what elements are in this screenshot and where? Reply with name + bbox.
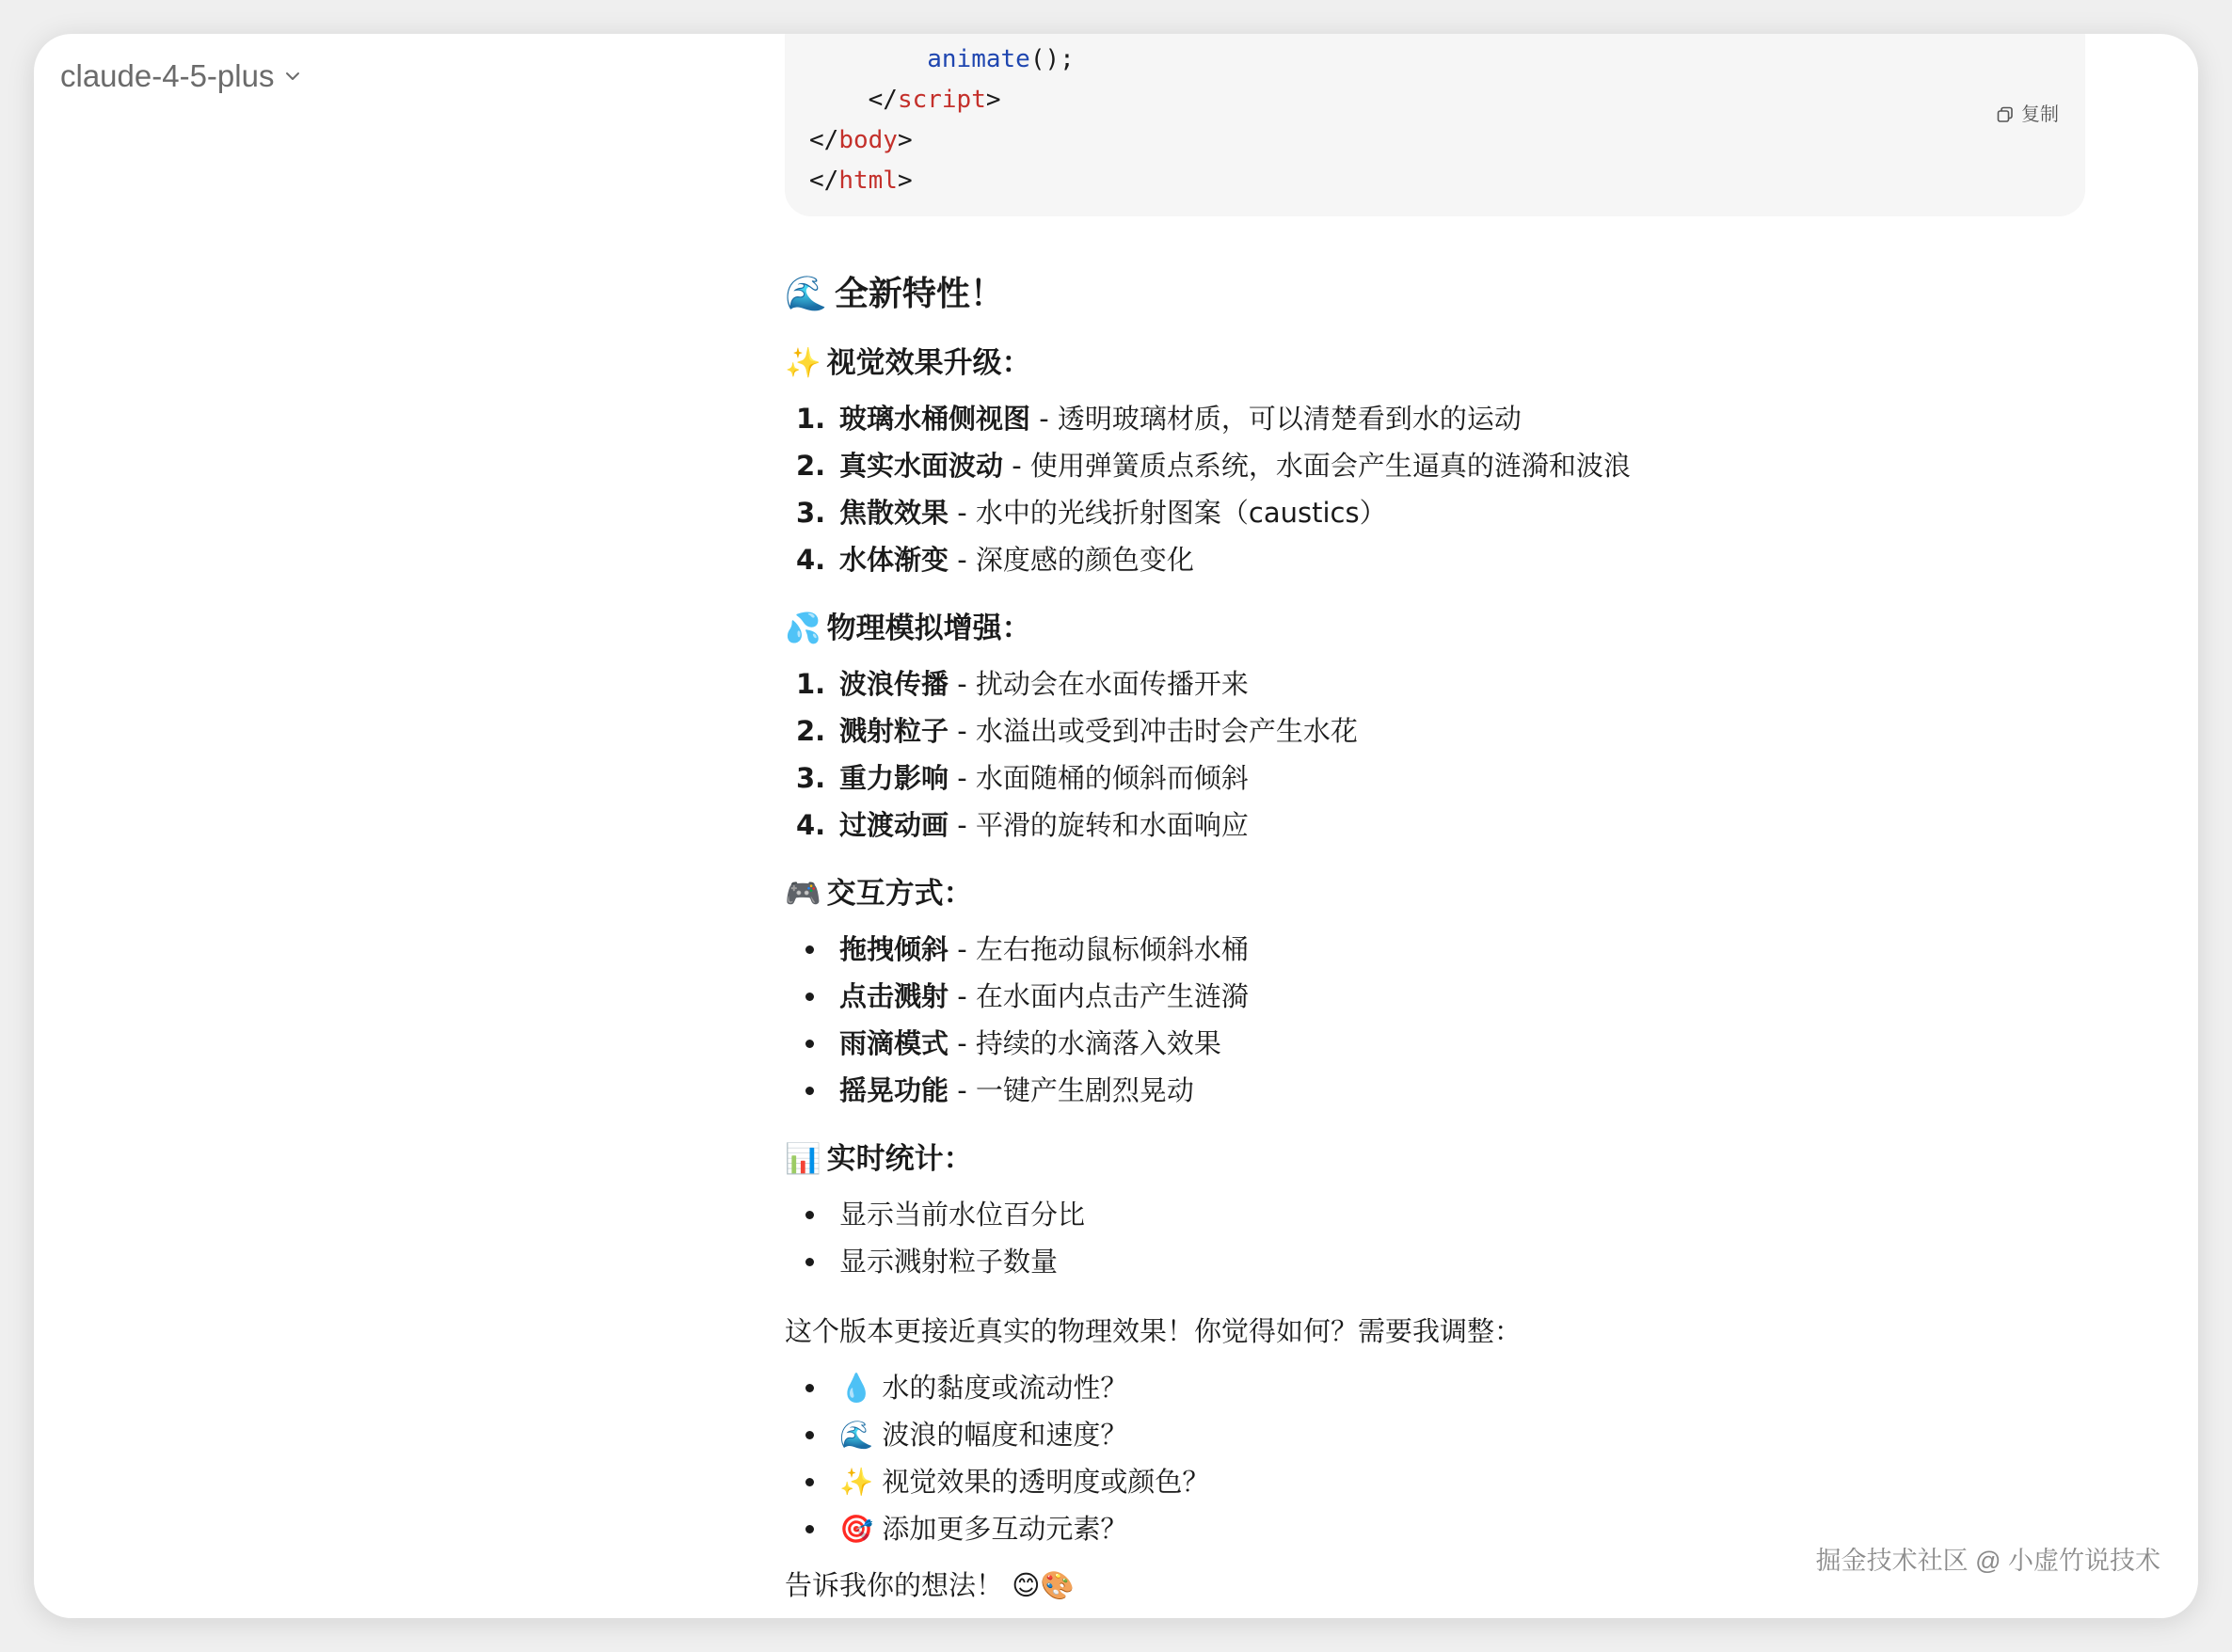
- code-token: animate: [927, 45, 1030, 73]
- bullet-dot: [805, 1087, 814, 1095]
- list-number: 1.: [796, 668, 826, 700]
- list-item: [785, 707, 2102, 755]
- item-text: - 在水面内点击产生涟漪: [949, 980, 1249, 1012]
- list-item: [785, 973, 2102, 1020]
- item-text: - 水面随桶的倾斜而倾斜: [949, 762, 1249, 794]
- watermark: 掘金技术社区 @ 小虚竹说技术: [1815, 1547, 2160, 1575]
- code-token: body: [838, 126, 898, 154]
- section-heading: [785, 1138, 2102, 1180]
- item-text: - 使用弹簧质点系统，水面会产生逼真的涟漪和波浪: [1003, 450, 1631, 482]
- list-item: [785, 1020, 2102, 1067]
- item-text: - 持续的水滴落入效果: [949, 1027, 1221, 1059]
- droplet-icon: 💧: [839, 1372, 883, 1404]
- item-text: 水的黏度或流动性？: [882, 1372, 1128, 1404]
- list-item: [785, 1458, 2102, 1505]
- copy-button[interactable]: [1997, 94, 2059, 135]
- target-icon: 🎯: [839, 1513, 883, 1545]
- droplets-icon: 💦: [785, 612, 821, 645]
- item-bold-label: 雨滴模式: [839, 1027, 949, 1059]
- gamepad-icon: 🎮: [785, 877, 821, 911]
- numbered-list: [785, 660, 2102, 849]
- numbered-list: [785, 395, 2102, 583]
- item-bold-label: 重力影响: [839, 762, 949, 794]
- list-item: [785, 1411, 2102, 1458]
- item-bold-label: 溅射粒子: [839, 715, 949, 747]
- bullet-list: [785, 1191, 2102, 1285]
- message-title-text: 全新特性！: [834, 275, 1004, 313]
- list-item: [785, 1364, 2102, 1411]
- code-token: html: [838, 167, 898, 195]
- bullet-dot: [805, 1384, 814, 1392]
- model-name: claude-4-5-plus: [60, 58, 275, 93]
- list-item: [785, 1067, 2102, 1114]
- item-text: - 水中的光线折射图案（caustics）: [949, 497, 1387, 529]
- chat-window: [34, 34, 2198, 1618]
- list-number: 2.: [796, 715, 826, 747]
- code-token: >: [985, 86, 1001, 114]
- list-item: [785, 802, 2102, 849]
- list-item: [785, 660, 2102, 707]
- item-text: - 透明玻璃材质，可以清楚看到水的运动: [1030, 403, 1522, 435]
- item-bold-label: 焦散效果: [839, 497, 949, 529]
- copy-label: 复制: [2021, 103, 2059, 125]
- bullet-dot: [805, 993, 814, 1001]
- list-number: 3.: [796, 497, 826, 529]
- list-item: [785, 1238, 2102, 1285]
- item-text: 显示当前水位百分比: [839, 1199, 1086, 1231]
- item-bold-label: 水体渐变: [839, 544, 949, 576]
- list-item: [785, 489, 2102, 536]
- closing-label: 告诉我你的想法！: [785, 1569, 1004, 1601]
- assistant-message: [785, 271, 2102, 1607]
- item-bold-label: 过渡动画: [839, 809, 949, 841]
- code-token: >: [897, 126, 913, 154]
- item-bold-label: 玻璃水桶侧视图: [839, 403, 1031, 435]
- question-text: 这个版本更接近真实的物理效果！你觉得如何？需要我调整：: [785, 1315, 1523, 1347]
- list-number: 2.: [796, 450, 826, 482]
- item-text: 显示溅射粒子数量: [839, 1246, 1059, 1278]
- code-token: </: [809, 167, 839, 195]
- code-token: </: [868, 86, 898, 114]
- bullet-dot: [805, 1525, 814, 1533]
- code-line: [809, 120, 913, 161]
- item-text: - 一键产生剧烈晃动: [949, 1074, 1194, 1106]
- code-token: </: [809, 126, 839, 154]
- item-bold-label: 点击溅射: [839, 980, 949, 1012]
- bullet-list: [785, 926, 2102, 1114]
- list-number: 1.: [796, 403, 826, 435]
- section-heading: [785, 608, 2102, 649]
- item-bold-label: 真实水面波动: [839, 450, 1004, 482]
- sparkles-icon: ✨: [839, 1466, 883, 1498]
- section-heading-text: 视觉效果升级：: [826, 346, 1031, 380]
- question-list: [785, 1364, 2102, 1552]
- model-selector[interactable]: [60, 58, 302, 94]
- item-bold-label: 摇晃功能: [839, 1074, 949, 1106]
- chevron-down-icon: [283, 67, 302, 86]
- code-line: [809, 161, 913, 201]
- item-text: 波浪的幅度和速度？: [882, 1419, 1128, 1451]
- section-heading-text: 实时统计：: [826, 1142, 973, 1176]
- list-item: [785, 395, 2102, 442]
- section-heading: [785, 873, 2102, 914]
- section-heading: [785, 342, 2102, 384]
- bullet-dot: [805, 1478, 814, 1486]
- item-text: - 平滑的旋转和水面响应: [949, 809, 1249, 841]
- item-text: 添加更多互动元素？: [882, 1513, 1128, 1545]
- copy-icon: [1997, 106, 2014, 123]
- wave-icon: 🌊: [839, 1419, 883, 1451]
- code-line: [809, 80, 1001, 120]
- section-heading-text: 物理模拟增强：: [826, 612, 1031, 645]
- list-item: [785, 755, 2102, 802]
- list-number: 4.: [796, 544, 826, 576]
- list-number: 4.: [796, 809, 826, 841]
- item-bold-label: 拖拽倾斜: [839, 933, 949, 965]
- feature-sections: [785, 342, 2102, 1310]
- list-item: [785, 442, 2102, 489]
- item-bold-label: 波浪传播: [839, 668, 949, 700]
- item-text: - 深度感的颜色变化: [949, 544, 1194, 576]
- item-text: 视觉效果的透明度或颜色？: [882, 1466, 1210, 1498]
- code-line: [809, 40, 1075, 80]
- item-text: - 左右拖动鼠标倾斜水桶: [949, 933, 1249, 965]
- code-token: script: [897, 86, 986, 114]
- list-item: [785, 536, 2102, 583]
- bullet-dot: [805, 1431, 814, 1439]
- code-block: [785, 34, 2085, 216]
- list-item: [785, 1191, 2102, 1238]
- wave-icon: 🌊: [785, 275, 827, 313]
- item-text: - 扰动会在水面传播开来: [949, 668, 1249, 700]
- section-heading-text: 交互方式：: [826, 877, 973, 911]
- code-token: >: [897, 167, 913, 195]
- bullet-dot: [805, 1211, 814, 1219]
- bullet-dot: [805, 945, 814, 954]
- bar-chart-icon: 📊: [785, 1142, 821, 1176]
- list-item: [785, 926, 2102, 973]
- sparkles-icon: ✨: [785, 346, 821, 380]
- list-number: 3.: [796, 762, 826, 794]
- smile-palette-icon: 😊🎨: [1012, 1569, 1075, 1601]
- bullet-dot: [805, 1040, 814, 1048]
- message-title: [785, 271, 2102, 318]
- bullet-dot: [805, 1258, 814, 1266]
- code-token: ();: [1029, 45, 1075, 73]
- item-text: - 水溢出或受到冲击时会产生水花: [949, 715, 1358, 747]
